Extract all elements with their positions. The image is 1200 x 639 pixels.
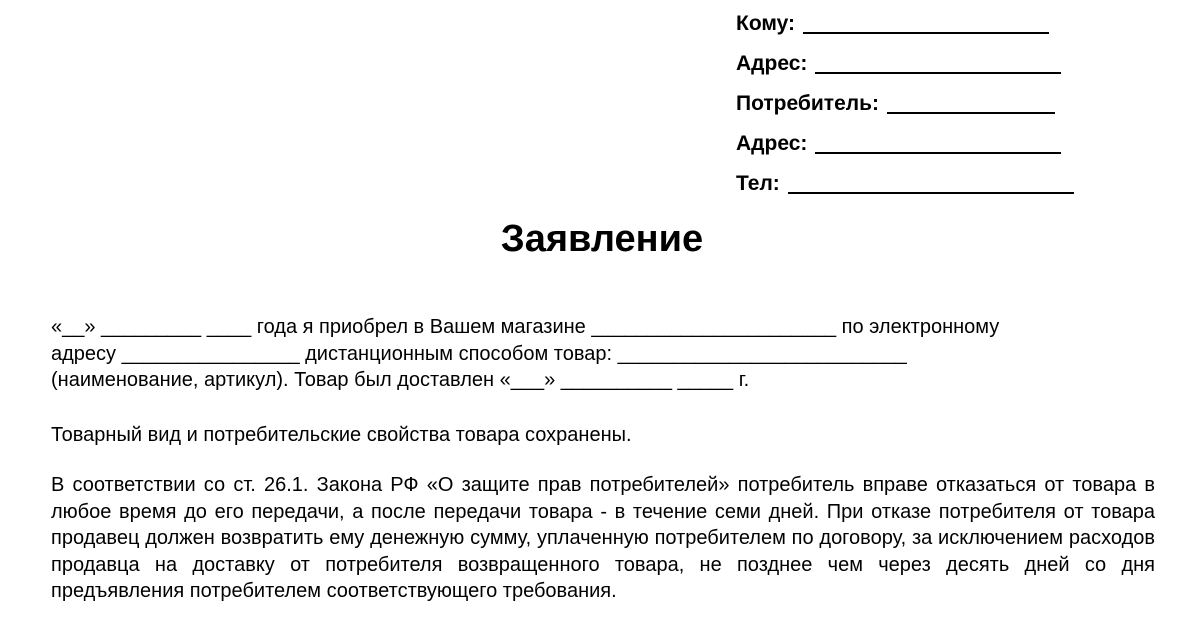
address-blank-line [815, 52, 1061, 74]
purchase-paragraph [51, 314, 1155, 394]
address-label: Адрес: [736, 52, 808, 75]
consumer-row [736, 92, 1096, 132]
address2-label: Адрес: [736, 132, 808, 155]
consumer-label: Потребитель: [736, 92, 880, 115]
to-row [736, 12, 1096, 52]
address2-row [736, 132, 1096, 172]
consumer-blank-line [887, 92, 1055, 114]
address2-blank-line [815, 132, 1061, 154]
law-paragraph: В соответствии со ст. 26.1. Закона РФ «О защите прав потребителей» потребитель вправе отказаться от товара в любое время до его передачи, а после передачи товара - в течение семи дней. При отказе потребителя от товара продавец должен возвратить ему денежную сумму, уплаченную потребителем по договору, за исключением расходов продавца на доставку от потребителя возвращенного товара, не позднее чем через десять дней со дня предъявления потребителем соответствующего требования. [51, 474, 1155, 602]
addressee-block [736, 12, 1096, 212]
document-title: Заявление [500, 218, 704, 260]
purchase-line-2: адресу ________________ дистанционным способом товар: __________________________ [51, 342, 907, 365]
purchase-line-1: «__» _________ ____ года я приобрел в Вашем магазине ______________________ по электронному [51, 316, 1000, 338]
condition-paragraph: Товарный вид и потребительские свойства товара сохранены. [51, 424, 632, 446]
to-label: Кому: [736, 12, 796, 35]
phone-label: Тел: [736, 172, 780, 195]
phone-blank-line [788, 172, 1074, 194]
phone-row [736, 172, 1096, 212]
to-blank-line [803, 12, 1049, 34]
address-row [736, 52, 1096, 92]
purchase-line-3: (наименование, артикул). Товар был доставлен «___» __________ _____ г. [51, 369, 750, 391]
